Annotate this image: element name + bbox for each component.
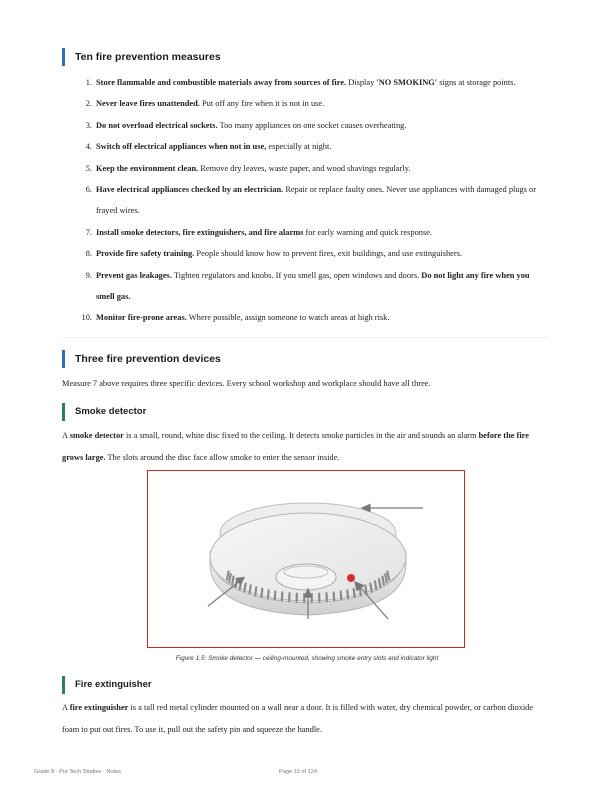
slot — [275, 592, 276, 600]
measure-item — [62, 179, 542, 222]
measure-text: Tighten regulators and knobs. If you smell gas, open windows and doors. — [171, 270, 422, 280]
measure-number: 9. — [85, 270, 92, 280]
measures-list — [62, 72, 542, 329]
measure-lead: Have electrical appliances checked by an electrician. — [96, 185, 284, 195]
slot — [232, 577, 233, 585]
slot — [268, 590, 269, 598]
measure-emphasis: Do not light any fire when you smell gas. — [96, 270, 530, 302]
indicator-light — [347, 574, 355, 582]
measure-item — [62, 72, 542, 93]
measure-number: 6. — [85, 185, 92, 195]
measure-emphasis: 'NO SMOKING' — [376, 78, 438, 87]
heading-smoke-detector: Smoke detector — [62, 403, 146, 421]
measure-text: for early warning and quick response. — [303, 227, 433, 237]
slot — [365, 585, 366, 593]
measure-number: 4. — [85, 142, 92, 152]
slot — [255, 587, 256, 595]
measure-lead: Provide fire safety training. — [96, 249, 195, 259]
slot — [375, 581, 376, 589]
measure-number: 5. — [85, 163, 92, 173]
measure-number: 8. — [85, 249, 92, 259]
slot — [385, 574, 387, 582]
slot — [244, 583, 245, 591]
measure-text: signs at storage points. — [437, 78, 516, 87]
measure-item — [62, 265, 542, 308]
text: is a small, round, white disc fixed to the ceiling. It detects smoke particles in the air and sounds an alarm — [123, 431, 479, 440]
term-fire-extinguisher: fire extinguisher — [69, 703, 129, 712]
smoke-detector-illustration — [148, 471, 463, 646]
fire-extinguisher-paragraph — [62, 697, 552, 740]
measure-lead: Store flammable and combustible materials away from sources of fire. — [96, 78, 347, 87]
footer-page-number: Page 10 of 124 — [279, 769, 317, 775]
measure-lead: Monitor fire-prone areas. — [96, 313, 187, 323]
text: The slots around the disc face allow smoke to enter the sensor inside. — [105, 452, 340, 462]
measure-lead: Do not overload electrical sockets. — [96, 120, 218, 130]
devices-intro: Measure 7 above requires three specific devices. Every school workshop and workplace should have all three. — [62, 379, 431, 388]
measure-text: People should know how to prevent fires, exit buildings, and use extinguishers. — [194, 249, 463, 259]
heading-three-devices: Three fire prevention devices — [62, 350, 221, 368]
measure-lead: Keep the environment clean. — [96, 163, 199, 173]
text: A — [62, 431, 70, 440]
measure-number: 10. — [81, 313, 92, 323]
measure-number: 3. — [85, 120, 92, 130]
measure-number: 2. — [85, 99, 92, 109]
measure-item — [62, 136, 542, 157]
measure-text: Repair or replace faulty ones. Never use appliances with damaged plugs or frayed wires. — [96, 185, 537, 216]
measure-item — [62, 158, 542, 179]
heading-fire-extinguisher: Fire extinguisher — [62, 676, 152, 694]
text: A — [62, 703, 70, 712]
measure-number: 1. — [85, 78, 92, 87]
measure-text: Too many appliances on one socket causes overheating. — [217, 120, 407, 130]
measure-lead: Switch off electrical appliances when not in use, — [96, 142, 267, 152]
smoke-detector-paragraph — [62, 425, 552, 468]
slot — [347, 590, 348, 598]
sensor-disc — [276, 564, 336, 590]
slot — [379, 579, 380, 587]
emphasis: before the fire grows large. — [62, 431, 529, 462]
measure-number: 7. — [85, 227, 92, 237]
text: is a tall red metal cylinder mounted on a wall near a door. It is filled with water, dry chemical powder, or carbon dioxide foam to put out fires. To use it, pull out the safety pin and squeeze the handle. — [62, 703, 534, 734]
section-divider — [62, 337, 548, 338]
measure-item — [62, 222, 542, 243]
slot — [334, 592, 335, 600]
slot — [387, 571, 389, 579]
measure-lead: Prevent gas leakages. — [96, 270, 172, 280]
smoke-detector-figure — [147, 470, 465, 648]
term-smoke-detector: smoke detector — [69, 431, 124, 440]
slot — [370, 583, 371, 591]
slot — [282, 592, 283, 600]
measure-text: Remove dry leaves, waste paper, and wood shavings regularly. — [198, 163, 411, 173]
measure-text: especially at night. — [266, 142, 332, 152]
heading-ten-measures: Ten fire prevention measures — [62, 48, 221, 66]
measure-lead: Install smoke detectors, fire extinguishers, and fire alarms — [96, 227, 304, 237]
measure-item — [62, 243, 542, 264]
slot — [341, 592, 342, 600]
slot — [261, 589, 262, 597]
footer-left: Grade 8 · Pre Tech Studies · Notes — [34, 769, 121, 775]
measure-item — [62, 307, 542, 328]
slot — [382, 577, 383, 585]
slot — [354, 589, 355, 597]
figure-caption: Figure 1.5: Smoke detector — ceiling-mounted, showing smoke entry slots and indicator light — [175, 655, 439, 662]
measure-item — [62, 93, 542, 114]
measure-lead: Never leave fires unattended. — [96, 99, 200, 109]
slot — [229, 574, 231, 582]
slot — [250, 585, 251, 593]
measure-text: Where possible, assign someone to watch areas at high risk. — [186, 313, 390, 323]
slot — [227, 571, 229, 579]
measure-text: Put off any fire when it is not in use. — [199, 99, 325, 109]
measure-item — [62, 115, 542, 136]
measure-text: Display — [346, 78, 377, 87]
